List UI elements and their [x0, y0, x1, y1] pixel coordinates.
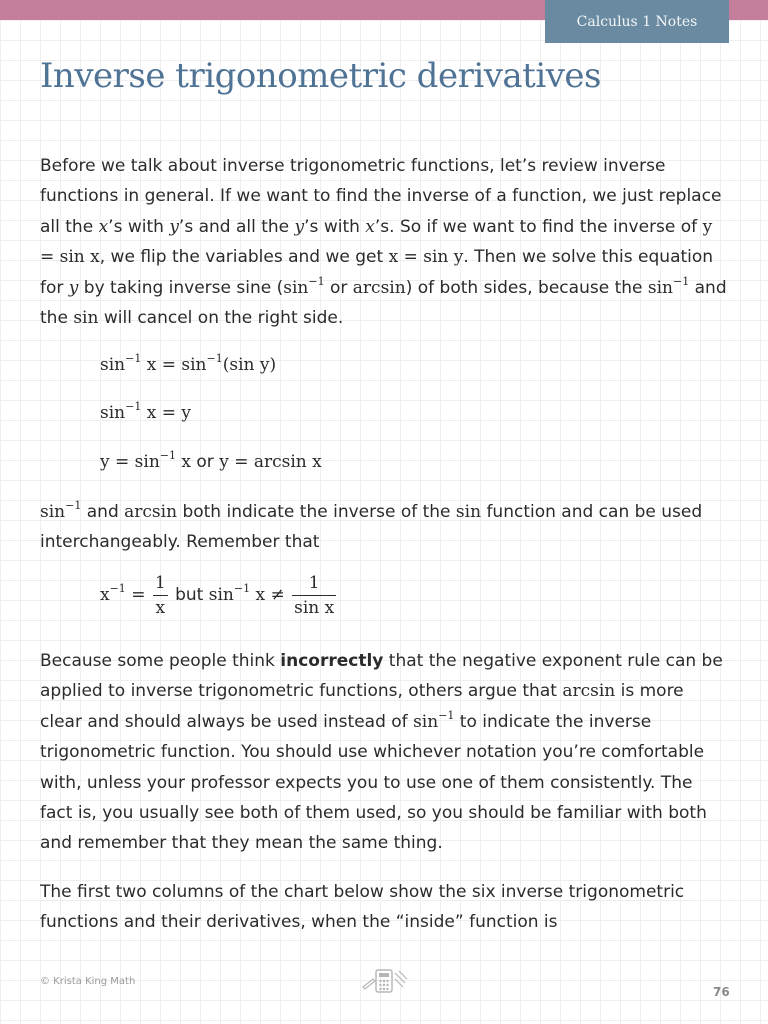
- math-inline: $\sin^{-1}$: [40, 499, 82, 522]
- paragraph-intro: Before we talk about inverse trigonometric functions, let’s review inverse functions in general. If we want to find the inverse of a function, we just replace all the x’s with y’s and all the y’s with x’s. So if we want to find the inverse of y = sin x, we flip the variables and we get x = sin y. Then we solve this equation for y by taking inverse sine ($\sin^{-1}$ or arcsin) of both sides, because the $\sin^{-1}$ and the sin will cancel on the right side.: [40, 156, 727, 329]
- paragraph-exponent-rule: Because some people think incorrectly that the negative exponent rule can be applied to inverse trigonometric functions, others argue that arcsin is more clear and should always be used instead of $\sin^{-1}$ to indicate the inverse trigonometric function. You should use whichever notation you’re comfortable with, unless your professor expects you to use one of them consistently. The fact is, you usually see both of them used, so you should be familiar with both and remember that they mean the same thing.: [40, 651, 723, 854]
- math-inline: arcsin: [124, 502, 178, 522]
- math-inline: arcsin: [562, 681, 616, 702]
- calculator-pencil-icon: [361, 967, 409, 995]
- page-number: 76: [713, 985, 730, 999]
- math-inline: sin: [455, 502, 482, 522]
- fraction-one-over-x: $\frac{1}{x}$: [154, 573, 166, 618]
- math-inline: sin: [73, 308, 99, 329]
- equation-2: $\sin^{-1} x = y$: [100, 400, 191, 423]
- paragraph-notation: $\sin^{-1}$ and arcsin both indicate the inverse of the sin function and can be used interchangeably. Remember that: [40, 499, 703, 553]
- footer-copyright: © Krista King Math: [40, 976, 136, 987]
- math-inline: $\sin^{-1}$: [283, 274, 325, 298]
- emphasis-incorrectly: incorrectly: [280, 651, 384, 671]
- page-title: Inverse trigonometric derivatives: [40, 56, 601, 96]
- paragraph-chart-intro: The first two columns of the chart below show the six inverse trigonometric functions and their derivatives, when the “inside” function is: [40, 882, 685, 933]
- fraction-one-over-sinx: $\frac{1}{\text{sin x}}$: [294, 573, 335, 618]
- math-inline: x = sin y: [388, 247, 464, 268]
- equation-3: $y = \sin^{-1} x$ or y = arcsin x: [100, 449, 322, 472]
- section-badge: Calculus 1 Notes: [545, 0, 729, 43]
- math-inline: arcsin: [352, 277, 406, 298]
- math-inline: $\sin^{-1}$: [647, 274, 690, 298]
- equation-4: $x^{-1}$ = $\frac{1}{x}$ but $\sin^{-1} x$ ≠ $\frac{1}{\text{sin x}}$: [100, 573, 335, 618]
- math-inline: $\sin^{-1}$: [413, 709, 455, 732]
- equation-1: $\sin^{-1} x = \sin^{-1}(\sin$ y): [100, 352, 277, 375]
- math-inline: y = sin x: [40, 216, 713, 268]
